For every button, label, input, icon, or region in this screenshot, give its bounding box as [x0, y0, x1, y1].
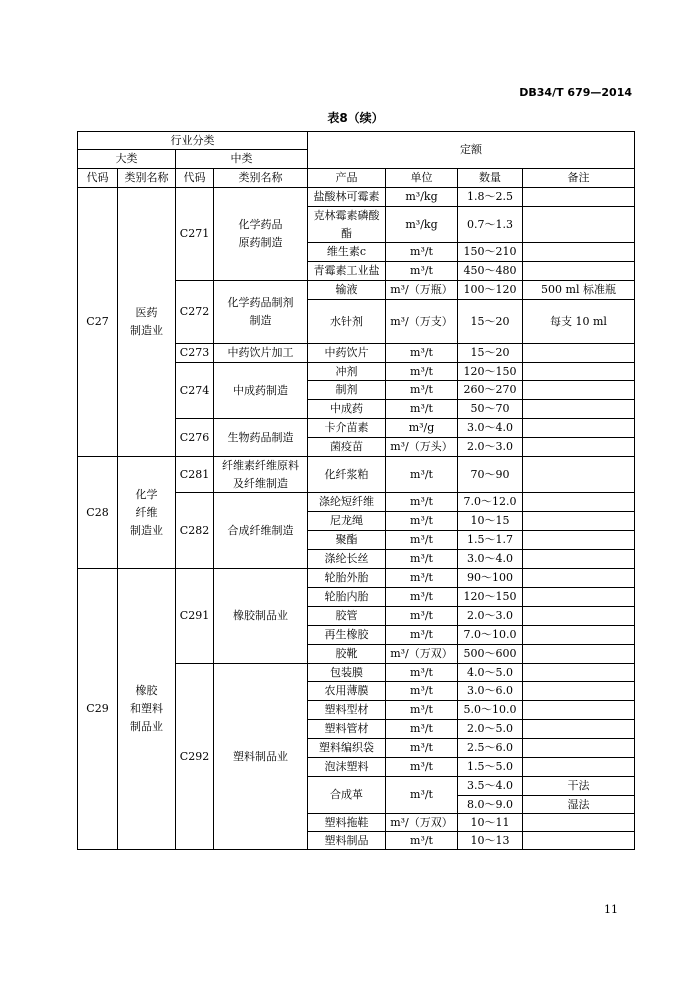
unit-cell: m³/kg	[385, 206, 458, 243]
header-middle-code: 代码	[175, 168, 214, 188]
product-cell: 制剂	[307, 380, 386, 400]
remarks-cell	[522, 206, 635, 243]
remarks-cell	[522, 644, 635, 664]
header-major-name: 类别名称	[117, 168, 176, 188]
product-cell: 涤纶长丝	[307, 549, 386, 569]
middle-category-name: 化学药品 原药制造	[213, 187, 308, 281]
middle-category-code: C276	[175, 418, 214, 457]
quantity-cell: 90～100	[457, 568, 523, 588]
quantity-cell: 8.0～9.0	[457, 795, 523, 814]
unit-cell: m³/t	[385, 568, 458, 588]
product-cell: 克林霉素磷酸 酯	[307, 206, 386, 243]
table-title: 表8（续）	[327, 111, 384, 125]
product-cell: 中成药	[307, 399, 386, 419]
quantity-cell: 2.0～3.0	[457, 606, 523, 626]
quantity-cell: 10～11	[457, 813, 523, 832]
unit-cell: m³/t	[385, 757, 458, 777]
unit-cell: m³/t	[385, 587, 458, 607]
quantity-cell: 2.5～6.0	[457, 738, 523, 758]
remarks-cell	[522, 681, 635, 701]
product-cell: 胶靴	[307, 644, 386, 664]
unit-cell: m³/t	[385, 380, 458, 400]
quantity-cell: 1.5～5.0	[457, 757, 523, 777]
unit-cell: m³/（万头）	[385, 437, 458, 457]
remarks-cell	[522, 343, 635, 363]
quantity-cell: 7.0～12.0	[457, 492, 523, 512]
remarks-cell	[522, 738, 635, 758]
remarks-cell: 每支 10 ml	[522, 299, 635, 344]
remarks-cell	[522, 719, 635, 739]
product-cell: 塑料编织袋	[307, 738, 386, 758]
quantity-cell: 120～150	[457, 587, 523, 607]
unit-cell: m³/t	[385, 549, 458, 569]
quantity-cell: 120～150	[457, 362, 523, 381]
quantity-cell: 100～120	[457, 280, 523, 300]
remarks-cell: 湿法	[522, 795, 635, 814]
remarks-cell	[522, 242, 635, 262]
quantity-cell: 15～20	[457, 343, 523, 363]
product-cell: 中药饮片	[307, 343, 386, 363]
remarks-cell	[522, 663, 635, 682]
unit-cell: m³/t	[385, 511, 458, 531]
product-cell: 合成革	[307, 776, 386, 814]
product-cell: 塑料拖鞋	[307, 813, 386, 832]
product-cell: 聚酯	[307, 530, 386, 550]
header-quota: 定额	[307, 131, 635, 169]
unit-cell: m³/t	[385, 362, 458, 381]
product-cell: 输液	[307, 280, 386, 300]
product-cell: 尼龙绳	[307, 511, 386, 531]
unit-cell: m³/t	[385, 261, 458, 281]
unit-cell: m³/t	[385, 456, 458, 493]
quantity-cell: 1.5～1.7	[457, 530, 523, 550]
middle-category-name: 化学药品制剂 制造	[213, 280, 308, 344]
middle-category-name: 纤维素纤维原料 及纤维制造	[213, 456, 308, 493]
product-cell: 再生橡胶	[307, 625, 386, 645]
quantity-cell: 2.0～3.0	[457, 437, 523, 457]
remarks-cell	[522, 418, 635, 438]
unit-cell: m³/t	[385, 343, 458, 363]
header-remarks: 备注	[522, 168, 635, 188]
middle-category-code: C291	[175, 568, 214, 664]
product-cell: 轮胎外胎	[307, 568, 386, 588]
quantity-cell: 4.0～5.0	[457, 663, 523, 682]
remarks-cell: 干法	[522, 776, 635, 796]
remarks-cell	[522, 625, 635, 645]
unit-cell: m³/kg	[385, 187, 458, 207]
remarks-cell	[522, 549, 635, 569]
remarks-cell	[522, 437, 635, 457]
middle-category-code: C274	[175, 362, 214, 419]
product-cell: 农用薄膜	[307, 681, 386, 701]
unit-cell: m³/t	[385, 681, 458, 701]
quantity-cell: 5.0～10.0	[457, 700, 523, 720]
quantity-cell: 3.0～4.0	[457, 549, 523, 569]
middle-category-name: 橡胶制品业	[213, 568, 308, 664]
remarks-cell	[522, 187, 635, 207]
unit-cell: m³/g	[385, 418, 458, 438]
remarks-cell	[522, 261, 635, 281]
quantity-cell: 260～270	[457, 380, 523, 400]
major-category-code: C27	[77, 187, 118, 457]
unit-cell: m³/（万双）	[385, 813, 458, 832]
unit-cell: m³/（万双）	[385, 644, 458, 664]
unit-cell: m³/t	[385, 719, 458, 739]
unit-cell: m³/t	[385, 492, 458, 512]
product-cell: 维生素c	[307, 242, 386, 262]
unit-cell: m³/t	[385, 831, 458, 850]
middle-category-name: 合成纤维制造	[213, 492, 308, 569]
unit-cell: m³/t	[385, 776, 458, 814]
remarks-cell	[522, 362, 635, 381]
remarks-cell	[522, 568, 635, 588]
remarks-cell	[522, 511, 635, 531]
middle-category-name: 中药饮片加工	[213, 343, 308, 363]
product-cell: 盐酸林可霉素	[307, 187, 386, 207]
product-cell: 胶管	[307, 606, 386, 626]
unit-cell: m³/t	[385, 606, 458, 626]
product-cell: 塑料制品	[307, 831, 386, 850]
product-cell: 水针剂	[307, 299, 386, 344]
middle-category-code: C271	[175, 187, 214, 281]
product-cell: 冲剂	[307, 362, 386, 381]
unit-cell: m³/t	[385, 663, 458, 682]
quantity-cell: 7.0～10.0	[457, 625, 523, 645]
unit-cell: m³/（万瓶）	[385, 280, 458, 300]
quantity-cell: 3.0～6.0	[457, 681, 523, 701]
unit-cell: m³/t	[385, 625, 458, 645]
remarks-cell: 500 ml 标准瓶	[522, 280, 635, 300]
quantity-cell: 1.8～2.5	[457, 187, 523, 207]
unit-cell: m³/t	[385, 530, 458, 550]
remarks-cell	[522, 757, 635, 777]
middle-category-code: C282	[175, 492, 214, 569]
remarks-cell	[522, 456, 635, 493]
remarks-cell	[522, 399, 635, 419]
middle-category-name: 塑料制品业	[213, 663, 308, 850]
remarks-cell	[522, 813, 635, 832]
quantity-cell: 3.5～4.0	[457, 776, 523, 796]
major-category-name: 医药 制造业	[117, 187, 176, 457]
quantity-cell: 450～480	[457, 261, 523, 281]
unit-cell: m³/（万支）	[385, 299, 458, 344]
unit-cell: m³/t	[385, 399, 458, 419]
remarks-cell	[522, 587, 635, 607]
header-product: 产品	[307, 168, 386, 188]
header-quantity: 数量	[457, 168, 523, 188]
header-industry-classification: 行业分类	[77, 131, 308, 150]
quantity-cell: 3.0～4.0	[457, 418, 523, 438]
remarks-cell	[522, 380, 635, 400]
product-cell: 轮胎内胎	[307, 587, 386, 607]
remarks-cell	[522, 492, 635, 512]
header-major-code: 代码	[77, 168, 118, 188]
product-cell: 塑料管材	[307, 719, 386, 739]
product-cell: 包装膜	[307, 663, 386, 682]
middle-category-name: 中成药制造	[213, 362, 308, 419]
unit-cell: m³/t	[385, 242, 458, 262]
document-standard-code: DB34/T 679—2014	[519, 86, 632, 99]
header-middle-category: 中类	[175, 149, 308, 169]
remarks-cell	[522, 606, 635, 626]
remarks-cell	[522, 700, 635, 720]
major-category-name: 化学 纤维 制造业	[117, 456, 176, 569]
major-category-name: 橡胶 和塑料 制品业	[117, 568, 176, 850]
product-cell: 卡介苗素	[307, 418, 386, 438]
quantity-cell: 0.7～1.3	[457, 206, 523, 243]
product-cell: 塑料型材	[307, 700, 386, 720]
middle-category-name: 生物药品制造	[213, 418, 308, 457]
remarks-cell	[522, 530, 635, 550]
unit-cell: m³/t	[385, 738, 458, 758]
quantity-cell: 70～90	[457, 456, 523, 493]
unit-cell: m³/t	[385, 700, 458, 720]
quantity-cell: 2.0～5.0	[457, 719, 523, 739]
product-cell: 青霉素工业盐	[307, 261, 386, 281]
middle-category-code: C292	[175, 663, 214, 850]
quantity-cell: 50～70	[457, 399, 523, 419]
header-middle-name: 类别名称	[213, 168, 308, 188]
middle-category-code: C273	[175, 343, 214, 363]
header-major-category: 大类	[77, 149, 176, 169]
middle-category-code: C281	[175, 456, 214, 493]
quantity-cell: 10～13	[457, 831, 523, 850]
product-cell: 菌疫苗	[307, 437, 386, 457]
middle-category-code: C272	[175, 280, 214, 344]
major-category-code: C28	[77, 456, 118, 569]
header-unit: 单位	[385, 168, 458, 188]
quantity-cell: 10～15	[457, 511, 523, 531]
quantity-cell: 500～600	[457, 644, 523, 664]
product-cell: 涤纶短纤维	[307, 492, 386, 512]
product-cell: 泡沫塑料	[307, 757, 386, 777]
remarks-cell	[522, 831, 635, 850]
quantity-cell: 15～20	[457, 299, 523, 344]
major-category-code: C29	[77, 568, 118, 850]
quantity-cell: 150～210	[457, 242, 523, 262]
product-cell: 化纤浆粕	[307, 456, 386, 493]
page-number: 11	[604, 903, 618, 916]
